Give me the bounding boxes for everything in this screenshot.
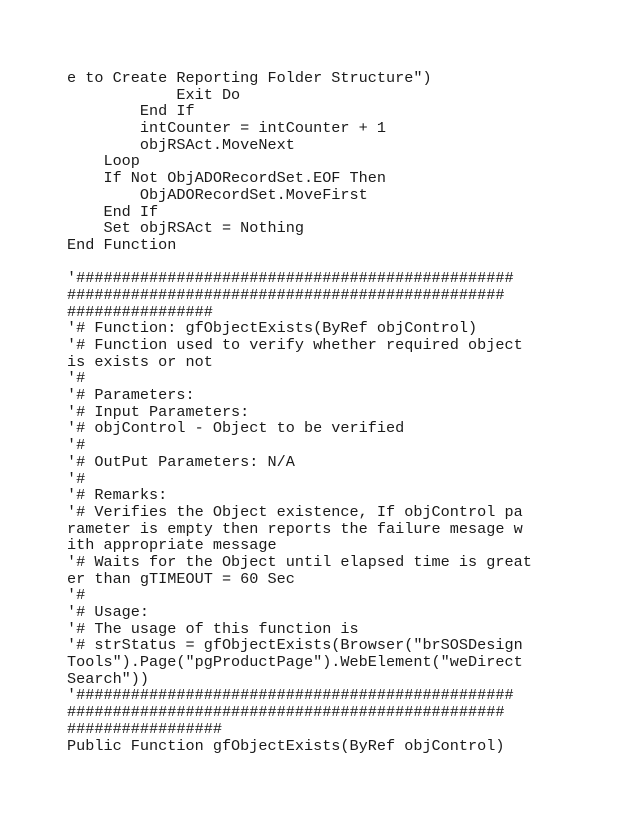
code-line: e to Create Reporting Folder Structure")	[67, 69, 432, 87]
comment-line: '################################################	[67, 269, 514, 288]
code-line: Set objRSAct = Nothing	[67, 219, 304, 238]
comment-line: '# Input Parameters:	[67, 402, 250, 421]
code-line: End If	[67, 202, 159, 221]
blank-line	[67, 254, 532, 271]
comment-line: ith appropriate message	[67, 536, 277, 555]
comment-line: '#	[67, 469, 86, 488]
comment-line: #################	[67, 719, 222, 738]
comment-line: '# Usage:	[67, 603, 150, 621]
code-line: End If	[67, 102, 195, 121]
comment-line: '# Verifies the Object existence, If objControl pa	[67, 502, 523, 521]
code-line: Public Function gfObjectExists(ByRef objControl)	[67, 736, 505, 755]
comment-line: Tools").Page("pgProductPage").WebElement("weDirect	[67, 653, 523, 672]
comment-line: ################################################	[67, 703, 505, 722]
code-line: End Function	[67, 235, 177, 254]
comment-line: '# Waits for the Object until elapsed time is great	[67, 552, 532, 571]
comment-line: rameter is empty then reports the failure mesage w	[67, 519, 523, 538]
comment-line: ################	[67, 302, 213, 321]
comment-line: '# strStatus = gfObjectExists(Browser("brSOSDesign	[67, 636, 523, 655]
comment-line: '# Remarks:	[67, 486, 168, 505]
comment-line: '#	[67, 369, 86, 388]
comment-line: '# Parameters:	[67, 386, 195, 405]
code-line: ObjADORecordSet.MoveFirst	[67, 185, 368, 204]
code-line: Loop	[67, 152, 140, 171]
comment-line: ################################################	[67, 285, 505, 304]
code-line: intCounter = intCounter + 1	[67, 119, 386, 138]
code-line: objRSAct.MoveNext	[67, 135, 295, 154]
comment-line: '################################################	[67, 686, 514, 705]
comment-line: er than gTIMEOUT = 60 Sec	[67, 569, 295, 588]
comment-line: '#	[67, 586, 86, 605]
comment-line: is exists or not	[67, 352, 213, 371]
comment-line: '# Function used to verify whether required object	[67, 336, 523, 354]
code-line: Exit Do	[67, 85, 241, 104]
comment-line: '# Function: gfObjectExists(ByRef objControl)	[67, 319, 478, 338]
comment-line: Search"))	[67, 669, 150, 688]
code-listing	[67, 70, 532, 754]
comment-line: '#	[67, 436, 86, 455]
code-line: If Not ObjADORecordSet.EOF Then	[67, 169, 386, 188]
comment-line: '# objControl - Object to be verified	[67, 419, 405, 438]
comment-line: '# OutPut Parameters: N/A	[67, 452, 295, 471]
comment-line: '# The usage of this function is	[67, 619, 359, 638]
